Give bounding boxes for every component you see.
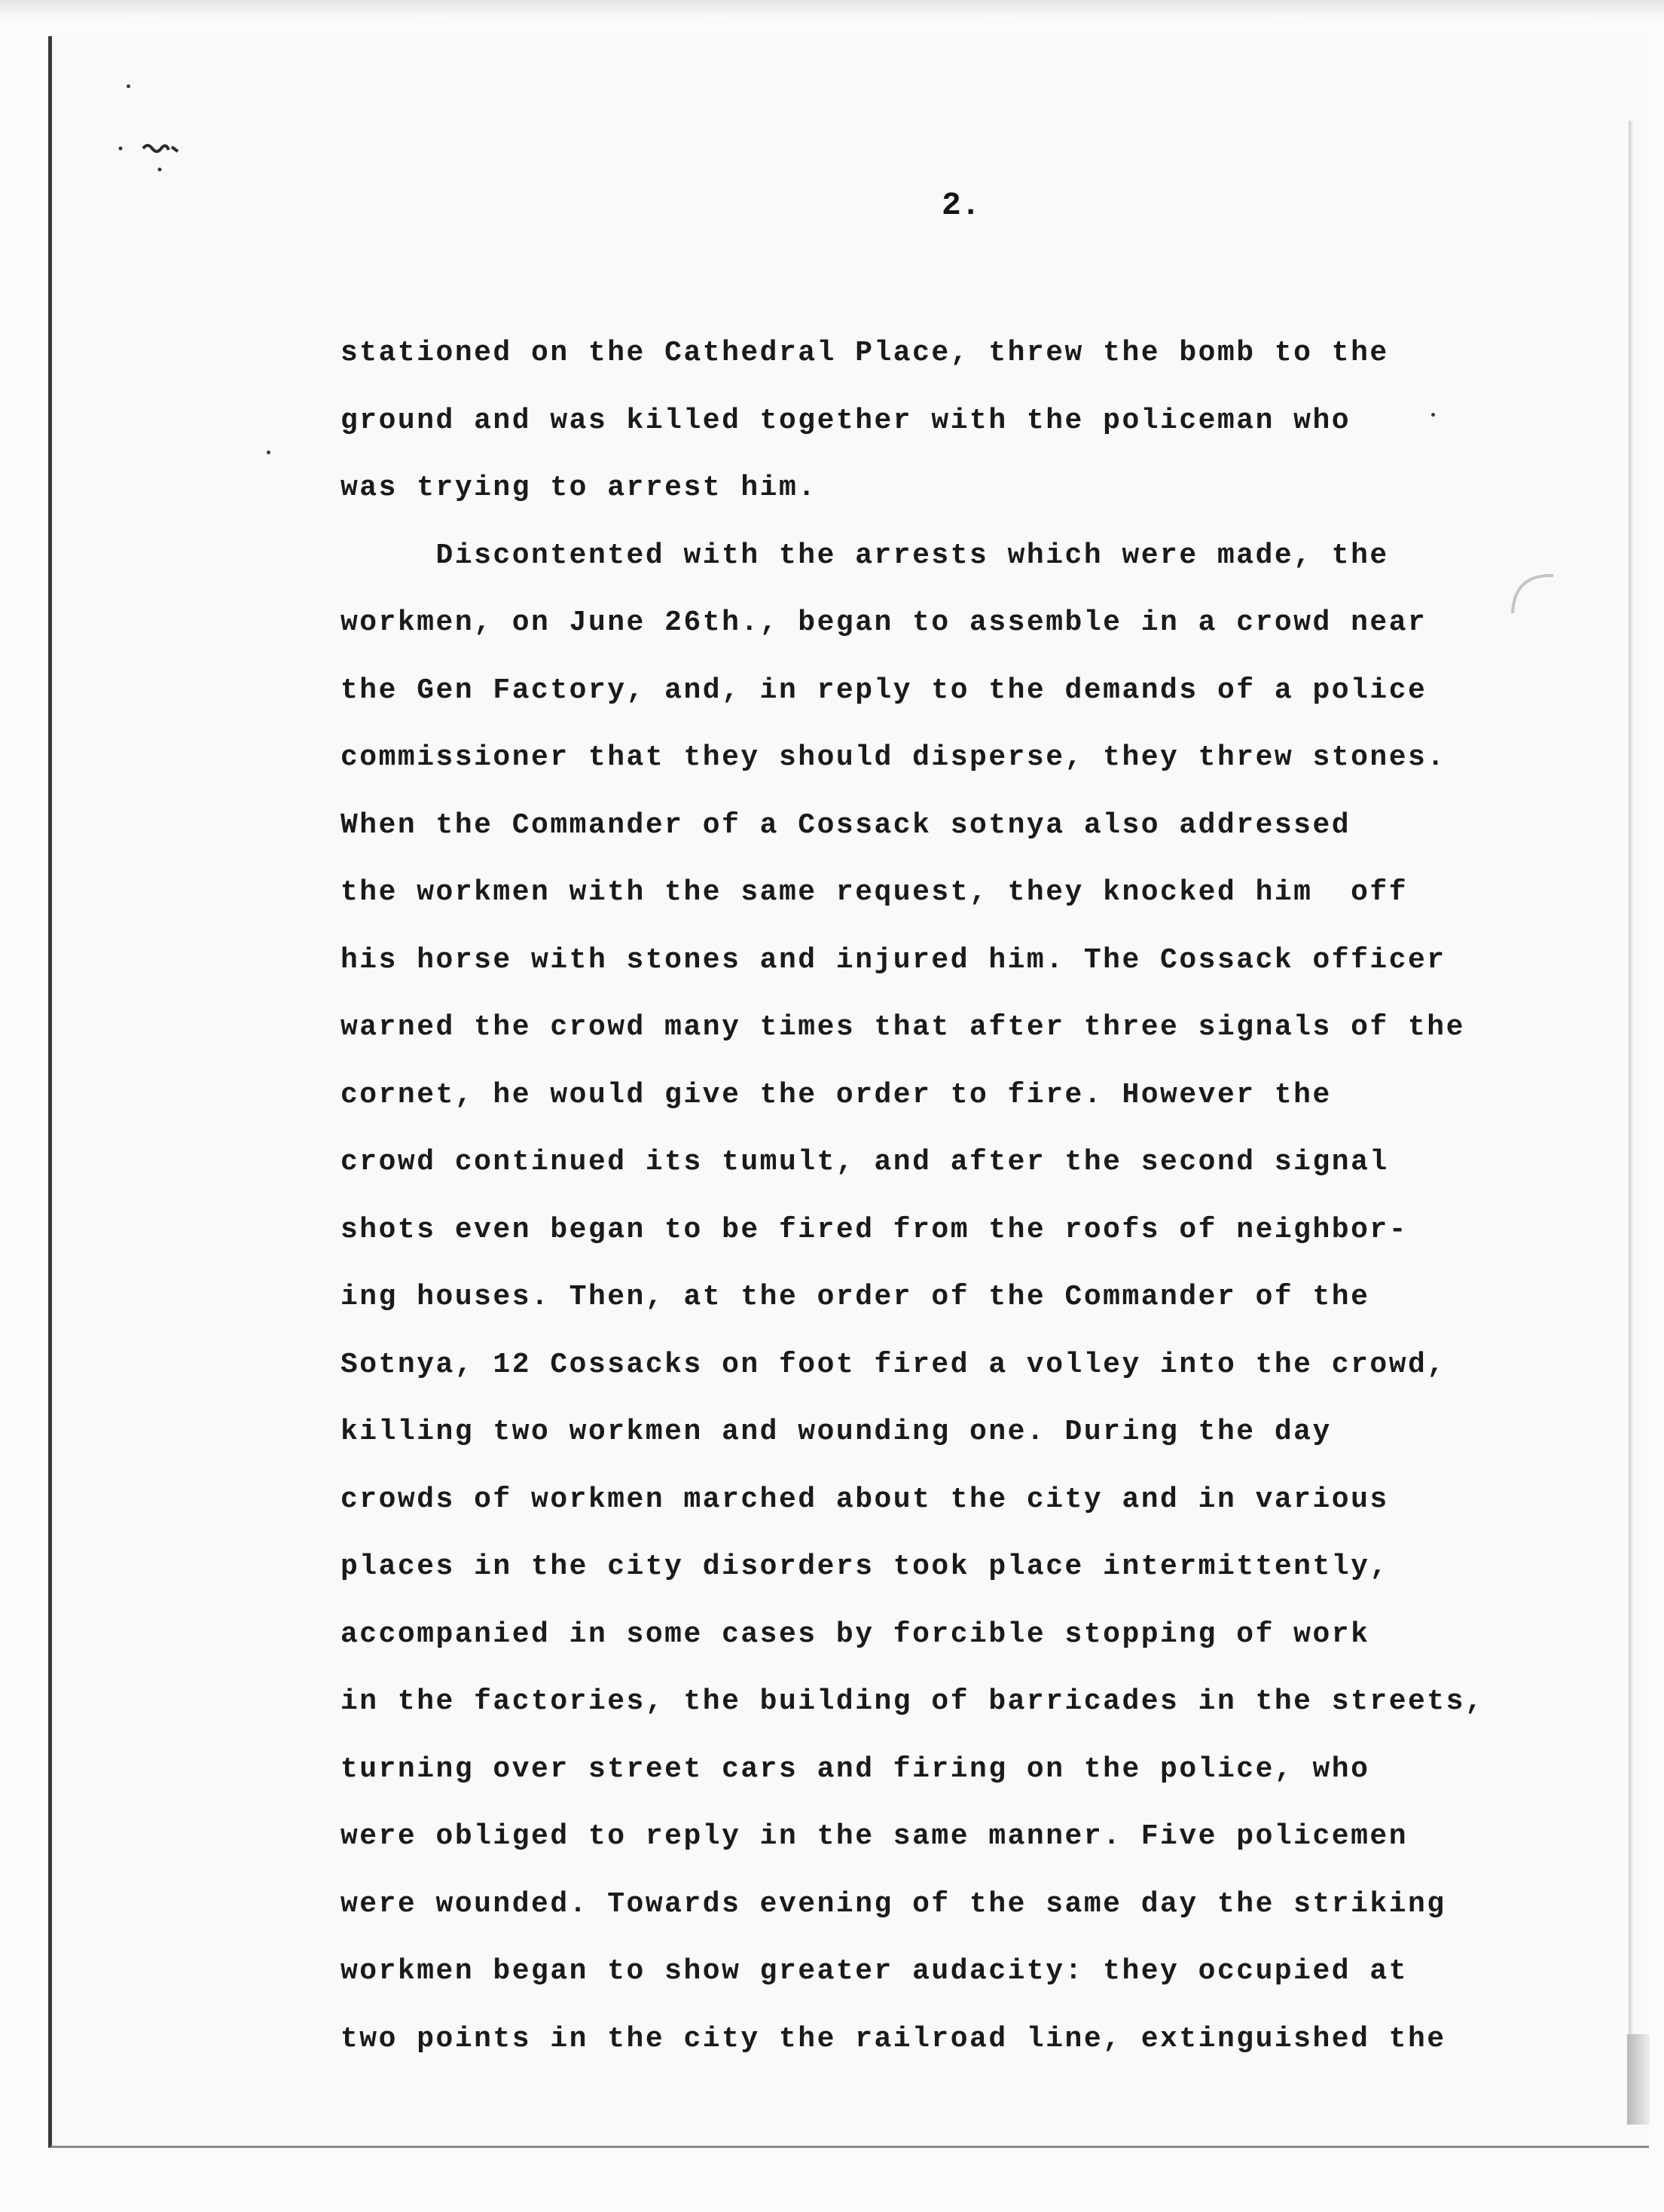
handwritten-corner-mark: [113, 132, 196, 177]
text-line: accompanied in some cases by forcible stopping of work: [340, 1618, 1370, 1651]
text-line: warned the crowd many times that after three signals of the: [340, 1011, 1465, 1043]
scan-top-edge: [0, 0, 1664, 20]
text-line: workmen, on June 26th., began to assemble in a crowd near: [340, 606, 1427, 639]
text-line: cornet, he would give the order to fire. However the: [340, 1078, 1332, 1111]
text-line: turning over street cars and firing on the police, who: [340, 1752, 1370, 1786]
text-line: killing two workmen and wounding one. During the day: [340, 1416, 1332, 1448]
stray-dot: [127, 84, 130, 88]
text-line: was trying to arrest him.: [340, 472, 817, 504]
text-line: were wounded. Towards evening of the same day the striking: [340, 1887, 1446, 1920]
text-line: crowds of workmen marched about the city and in various: [340, 1483, 1389, 1516]
text-line: the workmen with the same request, they knocked him off: [340, 876, 1409, 909]
text-line: places in the city disorders took place intermittently,: [340, 1551, 1389, 1583]
text-line: the Gen Factory, and, in reply to the demands of a police: [340, 674, 1427, 707]
sheet-corner-shadow: [1627, 2034, 1650, 2125]
text-line: his horse with stones and injured him. The Cossack officer: [340, 943, 1446, 976]
text-line: commissioner that they should disperse, they threw stones.: [340, 741, 1446, 774]
text-line: Discontented with the arrests which were made, the: [340, 539, 1389, 572]
sheet-right-edge: [1629, 121, 1633, 2049]
text-line: in the factories, the building of barricades in the streets,: [340, 1685, 1485, 1718]
text-line: ing houses. Then, at the order of the Commander of the: [340, 1281, 1370, 1313]
text-line: When the Commander of a Cossack sotnya also addressed: [340, 808, 1351, 842]
page-number: 2.: [942, 187, 981, 224]
text-line: two points in the city the railroad line, extinguished the: [340, 2022, 1446, 2055]
text-line: shots even began to be fired from the roofs of neighbor-: [340, 1213, 1409, 1246]
text-line: workmen began to show greater audacity: they occupied at: [340, 1955, 1409, 1987]
text-line: stationed on the Cathedral Place, threw the bomb to the: [340, 337, 1389, 369]
body-text: [340, 319, 1561, 2073]
text-line: were obliged to reply in the same manner. Five policemen: [340, 1820, 1409, 1853]
stray-dot: [267, 451, 270, 454]
text-line: ground and was killed together with the policeman who: [340, 404, 1351, 437]
text-line: crowd continued its tumult, and after the second signal: [340, 1146, 1389, 1178]
text-line: Sotnya, 12 Cossacks on foot fired a volley into the crowd,: [340, 1348, 1446, 1381]
